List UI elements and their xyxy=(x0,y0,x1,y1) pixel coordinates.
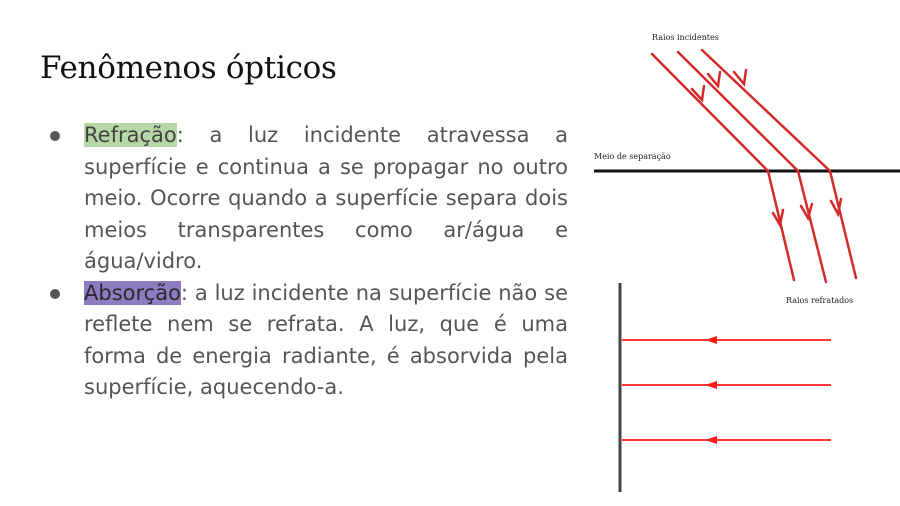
refraction-description: : a luz incidente atravessa a superfície e continua a se propagar no outro meio. Ocorre quando a superfície separa dois meios transparentes como ar/água e água/vidro. xyxy=(84,123,568,273)
refracted-rays xyxy=(768,171,856,282)
arrow-left-icon xyxy=(705,336,717,344)
incident-rays-label: Raios incidentes xyxy=(652,33,719,42)
incident-ray-3 xyxy=(702,50,830,171)
arrow-left-icon xyxy=(705,381,717,389)
refraction-diagram xyxy=(590,28,900,318)
bullet-dot-icon xyxy=(50,289,60,299)
refracted-ray-3 xyxy=(830,171,856,278)
bullet-list xyxy=(48,120,568,404)
absorption-description: : a luz incidente na superfície não se reflete nem se refrata. A luz, que é uma forma de energia radiante, é absorvida pela superfície, aquecendo-a. xyxy=(84,280,568,399)
incident-ray-2 xyxy=(678,52,798,171)
boundary-label: Meio de separação xyxy=(594,152,671,161)
refracted-rays-label: Raios refratados xyxy=(786,296,854,305)
bullet-absorption xyxy=(48,278,568,404)
slide-title: Fenômenos ópticos xyxy=(40,50,337,86)
arrow-left-icon xyxy=(705,436,717,444)
absorption-diagram xyxy=(605,280,845,496)
bullet-dot-icon xyxy=(50,131,60,141)
absorbed-rays xyxy=(622,340,831,440)
term-refraction: Refração xyxy=(84,123,177,147)
bullet-refraction xyxy=(48,120,568,278)
term-absorption: Absorção xyxy=(84,280,181,305)
incident-rays xyxy=(652,50,830,171)
absorbed-ray-arrows xyxy=(705,336,717,444)
refracted-ray-2 xyxy=(798,171,826,282)
arrow-head-icon xyxy=(831,199,841,214)
